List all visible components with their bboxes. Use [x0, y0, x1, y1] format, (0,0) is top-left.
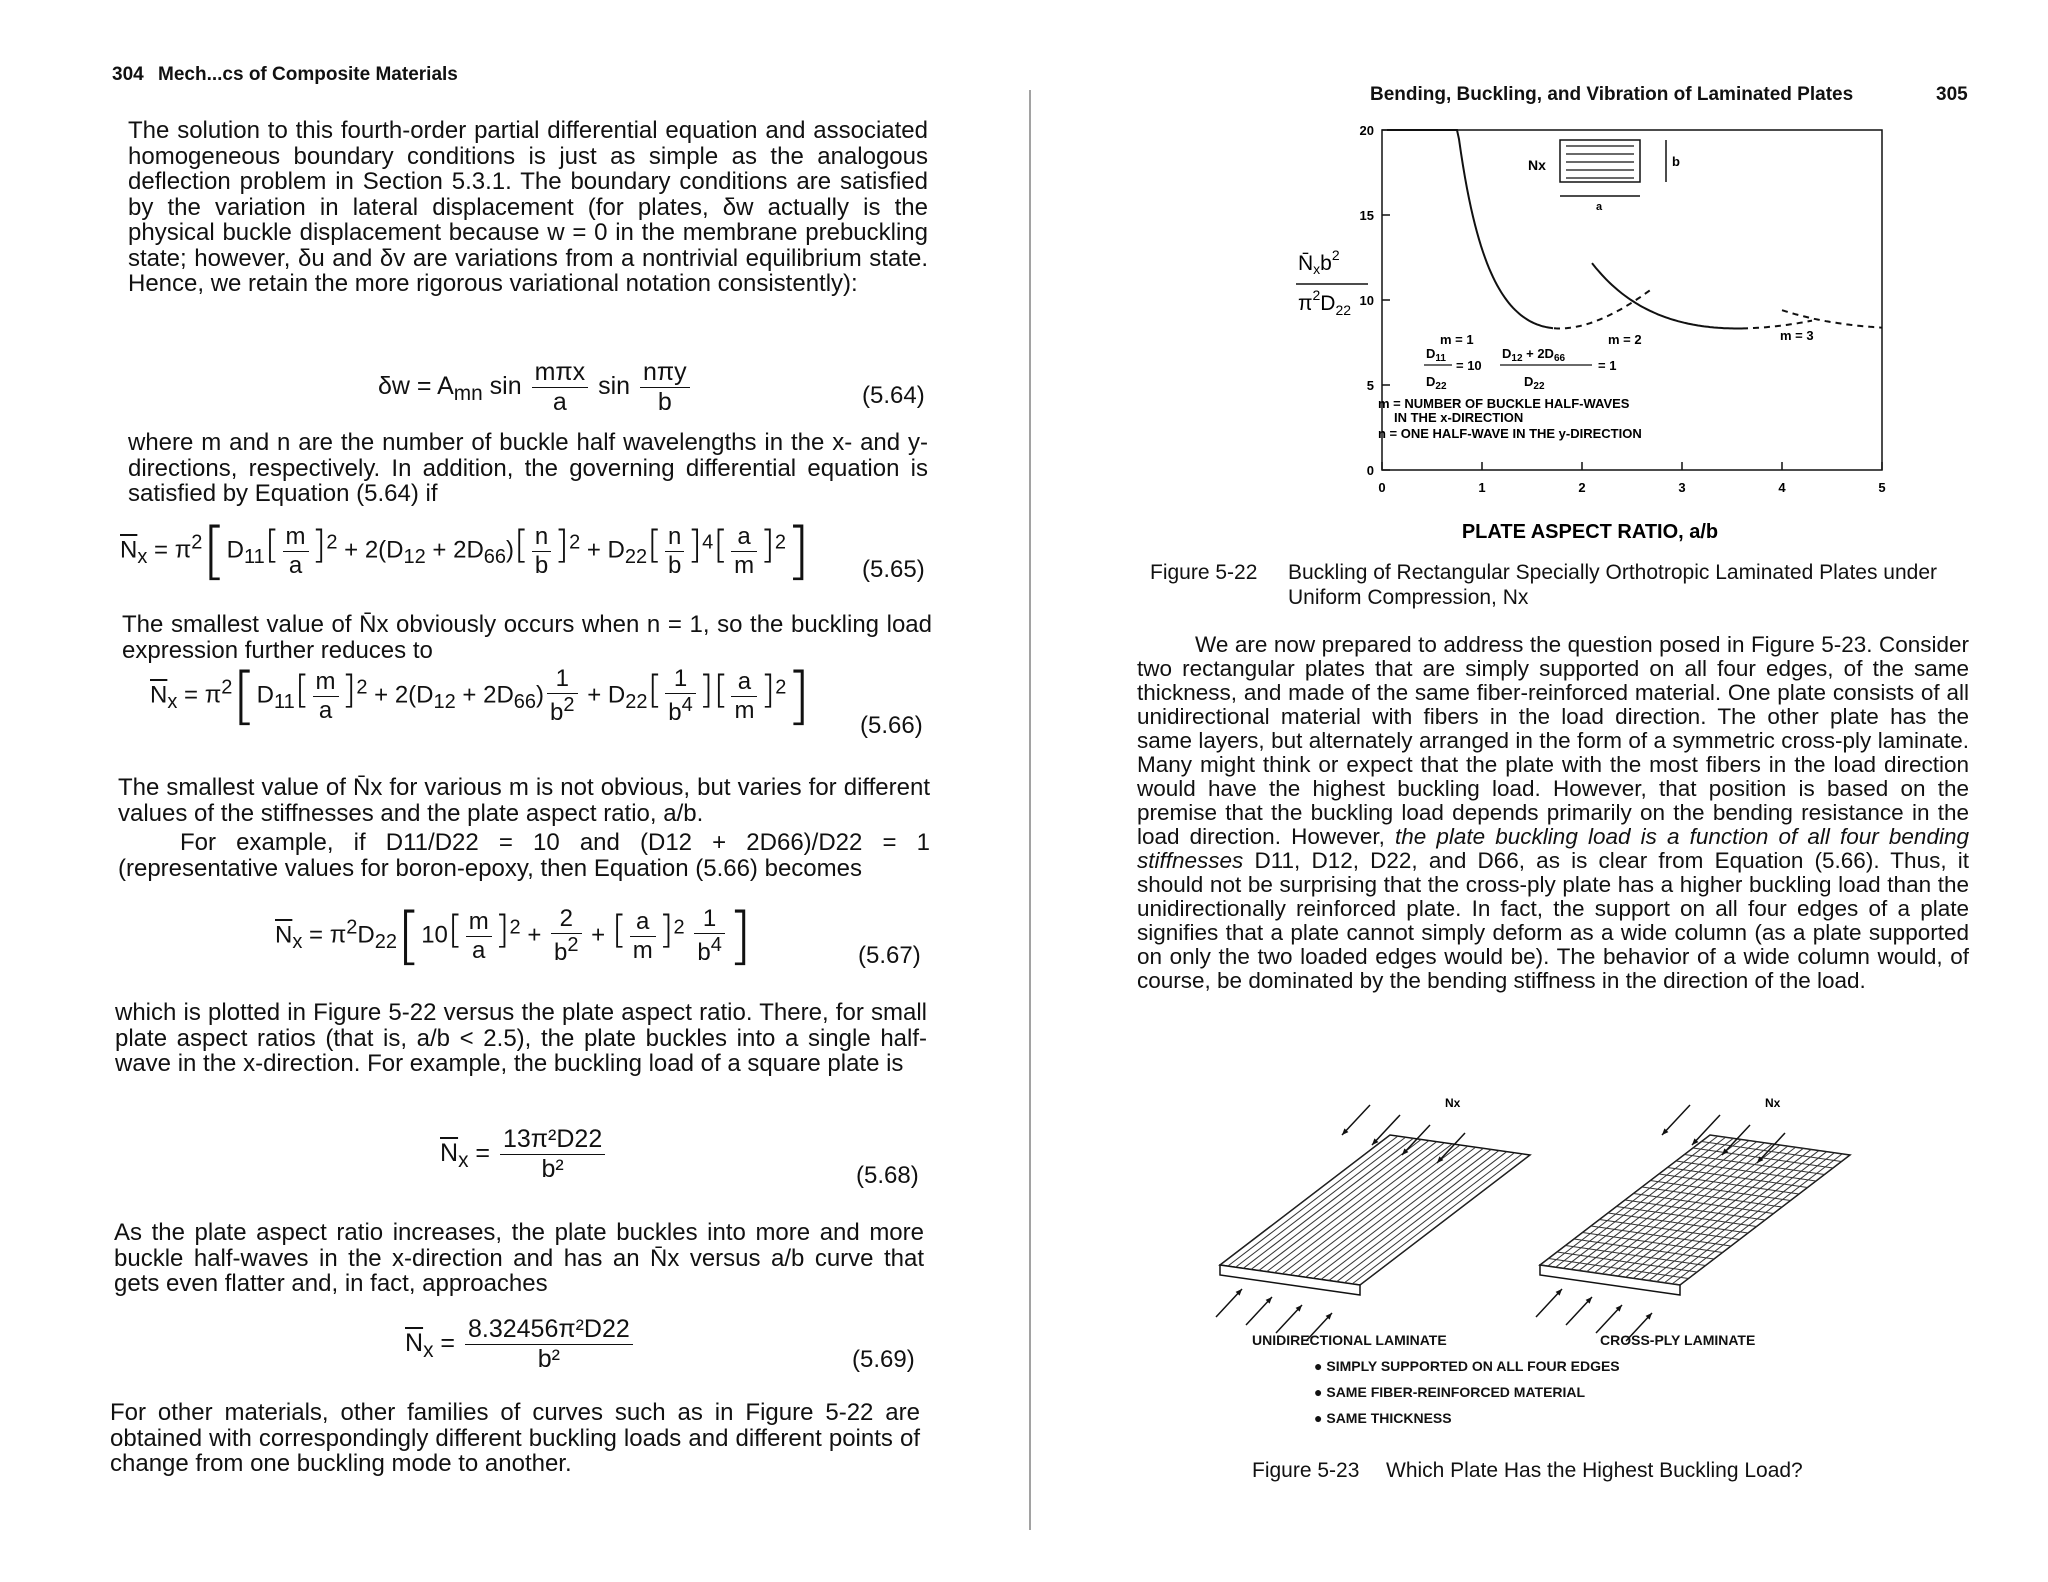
x-tick-label: 1 — [1478, 480, 1486, 495]
ratio-label-1: $D_{11}$ — [1426, 346, 1446, 364]
figure-5-22-caption-text: Buckling of Rectangular Specially Orthotropic Laminated Plates under Uniform Compression, Nx — [1288, 561, 1938, 609]
bullet-3: ● SAME THICKNESS — [1314, 1410, 1452, 1426]
equation-5-69-denominator: b² — [537, 1345, 560, 1373]
cross-ply-label: CROSS-PLY LAMINATE — [1600, 1332, 1756, 1348]
figure-5-22-chart — [1270, 110, 1930, 550]
equation-5-67: $\overline{N}_x = \pi^2D_{22}[10$[ $\frac{m}{a}$ ]$^2$ + $\frac{2}{b^2}$ + [ $\frac{a}{m}$ ]$^2$ $\frac{1}{b^4}$ ] — [275, 899, 753, 972]
y-tick-label: 15 — [1359, 208, 1374, 223]
equation-5-65-number: (5.65) — [862, 556, 925, 583]
equation-5-67-number: (5.67) — [858, 942, 921, 969]
equation-5-69-numerator: 8.32456π²D22 — [465, 1315, 633, 1345]
unidirectional-plate — [1220, 1135, 1530, 1295]
x-tick-label: 0 — [1378, 480, 1386, 495]
x-tick-label: 3 — [1678, 480, 1686, 495]
running-head-left: Mech...cs of Composite Materials — [158, 64, 458, 85]
figure-5-22-caption-label: Figure 5-22 — [1150, 561, 1258, 584]
equation-5-68-numerator: 13π²D22 — [500, 1125, 605, 1155]
paragraph-6: which is plotted in Figure 5-22 versus the plate aspect ratio. There, for small plate aspect ratios (that is, a/b < 2.5), the plate buckles into a single half-wave in the x-direction. For example, the buckling load of a square plate is — [115, 999, 927, 1077]
equation-5-66: $\overline{N}_x = \pi^2[D_{11}$[ $\frac{m}{a}$ ]$^2 + 2(D_{12} + 2D_{66})$ $\frac{1}{b^2}$ + $D_{22}$[ $\frac{1}{b^4}$ ][ $\frac{a}{m}$ ]$^2$] — [150, 659, 811, 732]
x-axis-label: PLATE ASPECT RATIO, a/b — [1461, 521, 1719, 543]
page-number-left: 304 — [112, 64, 144, 85]
paragraph-1: The solution to this fourth-order partial differential equation and associated homogeneous boundary conditions is just as simple as the analogous deflection problem in Section 5.3.1. The boundary conditions are satisfied by the variation in lateral displacement (for plates, δw actually is the physical buckle displacement because w = 0 in the membrane prebuckling state; however, δu and δv are variations from a nontrivial equilibrium state. Hence, we retain the more rigorous variational notation consistently): — [128, 117, 928, 297]
y-axis-label: $N̄xb^2$ — [1298, 247, 1340, 277]
equation-5-66-number: (5.66) — [860, 712, 923, 739]
paragraph-5: For example, if D11/D22 = 10 and (D12 + 2D66)/D22 = 1 (representative values for boron-epoxy, then Equation (5.66) becomes — [118, 829, 930, 882]
equation-5-68: $\overline{N}_x$ = $\frac{\text{13π²D22}}{\text{b²}}$ — [440, 1125, 608, 1184]
chart-annotations — [1378, 328, 1814, 441]
right-paragraph-1 — [1137, 633, 1969, 993]
figure-5-23-bullets — [1314, 1358, 1620, 1426]
right-paragraph-1-italic: the plate buckling load is a function of all four bending stiffnesses — [1137, 824, 1969, 873]
equation-5-68-number: (5.68) — [856, 1162, 919, 1189]
curve-label-m3: m = 3 — [1780, 328, 1814, 343]
equation-5-69-number: (5.69) — [852, 1346, 915, 1373]
curve-label-m2: m = 2 — [1608, 332, 1642, 347]
ratio-label-2-den: $D_{22}$ — [1524, 374, 1545, 392]
curve-m-1 — [1554, 289, 1652, 329]
ratio-label-1-den: $D_{22}$ — [1426, 374, 1447, 392]
right-page — [1030, 0, 2048, 1582]
inset-b-label: b — [1672, 154, 1680, 169]
equation-5-64-number: (5.64) — [862, 382, 925, 409]
bullet-1: ● SIMPLY SUPPORTED ON ALL FOUR EDGES — [1314, 1358, 1620, 1374]
loaded-plate-inset — [1528, 140, 1680, 213]
annotation-n: n = ONE HALF-WAVE IN THE y-DIRECTION — [1378, 426, 1642, 441]
curve-label-m1: m = 1 — [1440, 332, 1474, 347]
paragraph-3: The smallest value of N̄x obviously occurs when n = 1, so the buckling load expression further reduces to — [122, 611, 932, 664]
y-tick-label: 10 — [1359, 293, 1374, 308]
paragraph-2: where m and n are the number of buckle half wavelengths in the x- and y-directions, respectively. In addition, the governing differential equation is satisfied by Equation (5.64) if — [128, 429, 928, 507]
curve-m-3 — [1782, 310, 1882, 327]
x-tick-label: 4 — [1778, 480, 1786, 495]
running-head-right: Bending, Buckling, and Vibration of Laminated Plates — [1370, 84, 1854, 105]
paragraph-8: For other materials, other families of curves such as in Figure 5-22 are obtained with correspondingly different buckling loads and different points of change from one buckling mode to another. — [110, 1399, 920, 1477]
load-label-right: Nx — [1765, 1096, 1781, 1110]
figure-5-23-caption-label: Figure 5-23 — [1252, 1459, 1360, 1482]
figure-5-23-illustration — [1200, 1085, 1920, 1345]
y-tick-label: 0 — [1366, 463, 1374, 478]
right-paragraph-1-b: D11, D12, D22, and D66, as is clear from Equation (5.66). Thus, it should not be surprising that the cross-ply plate has a higher buckling load than the unidirectionally reinforced plate. In fact, the support on all four edges of a plate signifies that a plate cannot simply deform as a wide column (as a plate supported on only the two loaded edges would be). The behavior of a wide column would, of course, be dominated by the bending stiffness in the direction of the load. — [1137, 848, 1969, 993]
x-tick-label: 5 — [1878, 480, 1886, 495]
inset-a-label: a — [1596, 201, 1603, 213]
equation-5-65: $\overline{N}_x = \pi^2[D_{11}$[ $\frac{m}{a}$ ]$^2 + 2(D_{12} + 2D_{66})$[ $\frac{n}{b}$ ]$^2 + D_{22}$[ $\frac{n}{b}$ ]$^4$[ $\frac{a}{m}$ ]$^2$] — [120, 514, 811, 587]
page-number-right: 305 — [1936, 84, 1968, 105]
inset-load-label: Nx — [1528, 157, 1546, 173]
bullet-2-text: SAME FIBER-REINFORCED MATERIAL — [1326, 1384, 1586, 1400]
load-label-left: Nx — [1445, 1096, 1461, 1110]
annotation-m-2: IN THE x-DIRECTION — [1394, 410, 1524, 425]
curve-m-2 — [1592, 263, 1742, 328]
unidirectional-label: UNIDIRECTIONAL LAMINATE — [1252, 1332, 1447, 1348]
equation-5-69: $\overline{N}_x$ = $\frac{\text{8.32456π²D22}}{\text{b²}}$ — [405, 1315, 636, 1374]
y-axis-label-denominator: $\pi^2D_{22}$ — [1298, 287, 1352, 318]
ratio-value-1: = 10 — [1456, 358, 1482, 373]
ratio-label-2: $D_{12} + 2D_{66}$ — [1502, 346, 1566, 364]
y-tick-label: 20 — [1359, 123, 1374, 138]
annotation-m: m = NUMBER OF BUCKLE HALF-WAVES — [1378, 396, 1630, 411]
y-tick-label: 5 — [1366, 378, 1374, 393]
cross-ply-plate — [1540, 1135, 1850, 1295]
right-paragraph-1-a: We are now prepared to address the question posed in Figure 5-23. Consider two rectangular plates that are simply supported on all four edges, of the same thickness, and made of the same fiber-reinforced material. One plate consists of all unidirectional material with fibers in the load direction. The other plate has the same layers, but alternately arranged in the form of a symmetric cross-ply laminate. Many might think or expect that the plate with the most fibers in the load direction would have the highest buckling load. However, that position is based on the premise that the buckling load depends primarily on the bending resistance in the load direction. However, — [1137, 632, 1969, 849]
ratio-value-2: = 1 — [1598, 358, 1617, 373]
x-tick-label: 2 — [1578, 480, 1586, 495]
bullet-2: ● SAME FIBER-REINFORCED MATERIAL — [1314, 1384, 1586, 1400]
bullet-3-text: SAME THICKNESS — [1326, 1410, 1452, 1426]
figure-5-23-caption-text: Which Plate Has the Highest Buckling Load? — [1386, 1459, 1803, 1482]
bullet-1-text: SIMPLY SUPPORTED ON ALL FOUR EDGES — [1326, 1358, 1620, 1374]
equation-5-68-denominator: b² — [541, 1155, 564, 1183]
paragraph-4: The smallest value of N̄x for various m is not obvious, but varies for different values of the stiffnesses and the plate aspect ratio, a/b. — [118, 774, 930, 827]
paragraph-7: As the plate aspect ratio increases, the plate buckles into more and more buckle half-waves in the x-direction and has an N̄x versus a/b curve that gets even flatter and, in fact, approaches — [114, 1219, 924, 1297]
equation-5-64: $\delta w = A_{mn}$ sin $\frac{\text{mπx}}{a}$ sin $\frac{\text{nπy}}{b}$ — [378, 358, 693, 417]
